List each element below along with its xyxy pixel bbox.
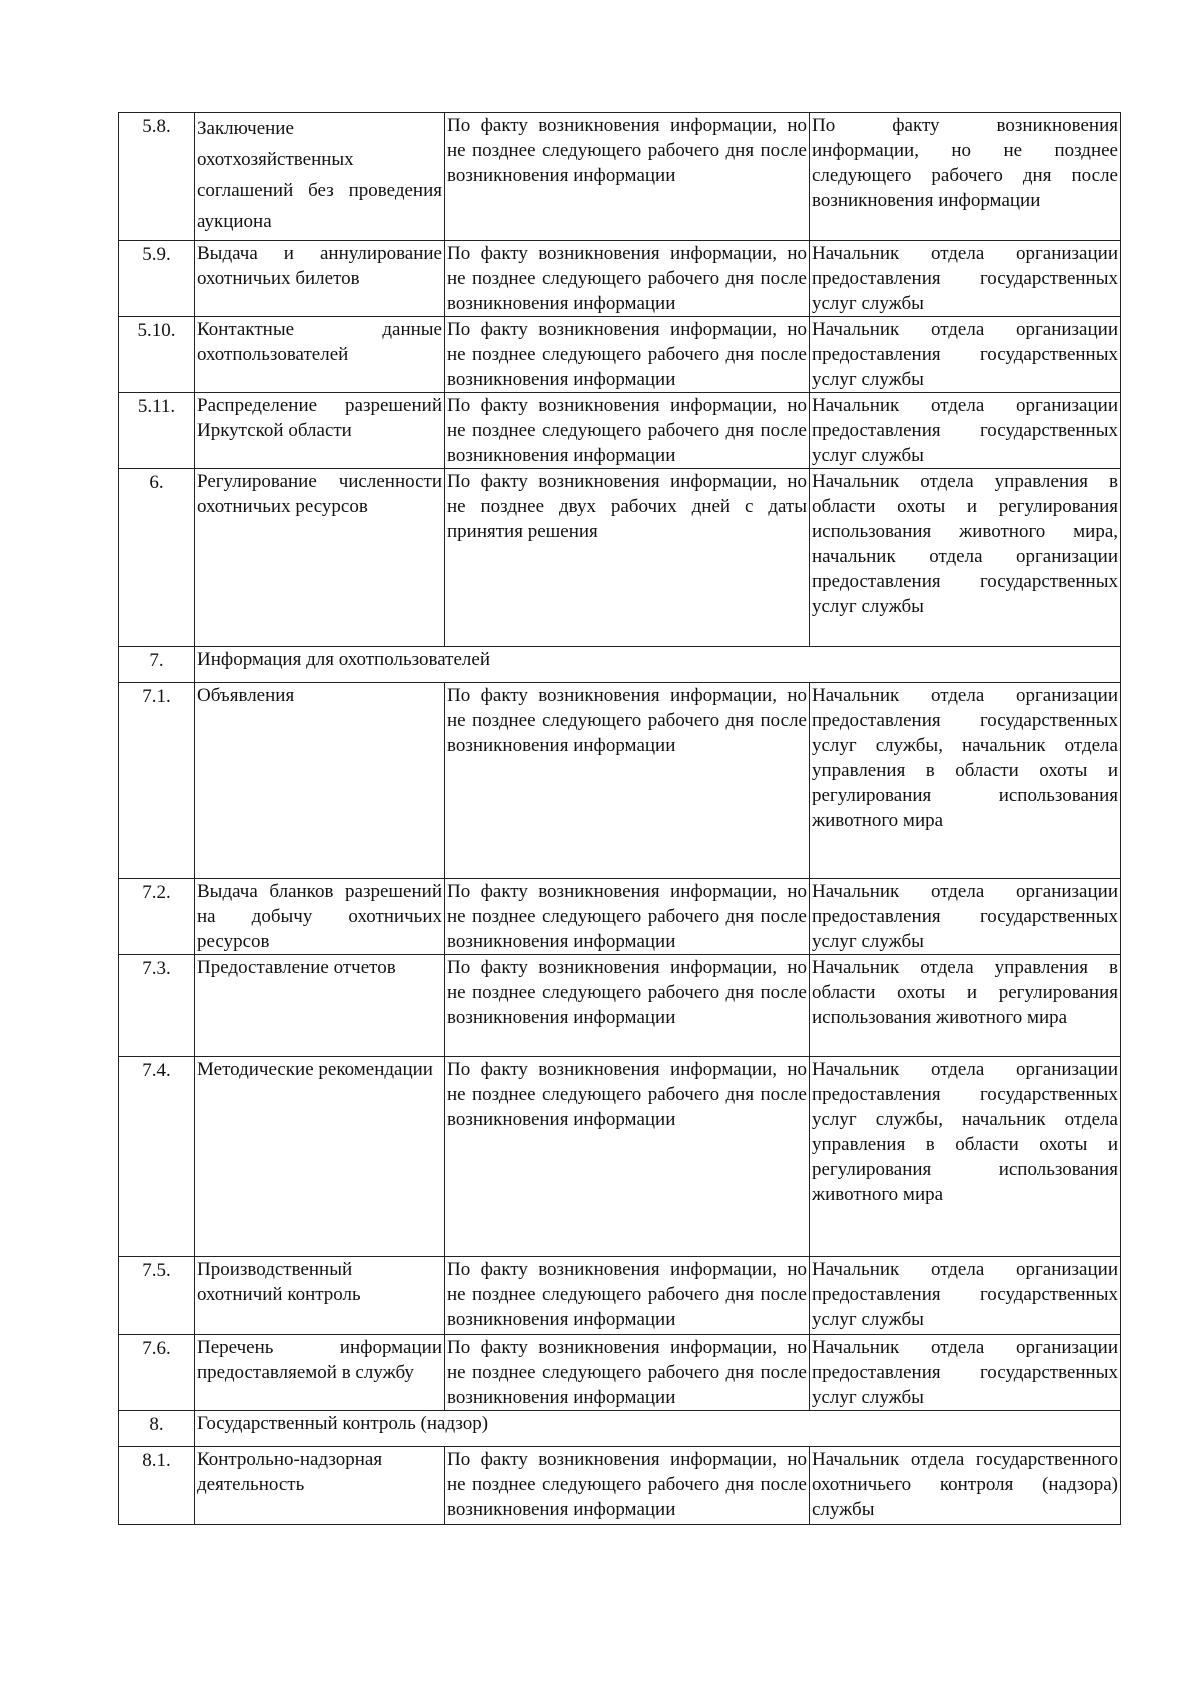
row-responsible: Начальник отдела управления в области охоты и регулирования использования животного мира, начальник отдела организации предоставления государственных услуг службы — [810, 469, 1121, 647]
row-name: Предоставление отчетов — [195, 955, 445, 1057]
row-responsible: Начальник отдела государственного охотничьего контроля (надзора) службы — [810, 1447, 1121, 1525]
section-title: Государственный контроль (надзор) — [195, 1411, 1121, 1447]
row-deadline: По факту возникновения информации, но не позднее следующего рабочего дня после возникновения информации — [445, 1447, 810, 1525]
section-row — [119, 647, 1121, 683]
row-deadline: По факту возникновения информации, но не позднее следующего рабочего дня после возникновения информации — [445, 1057, 810, 1257]
row-number: 8.1. — [119, 1447, 195, 1525]
row-responsible: Начальник отдела организации предоставления государственных услуг службы, начальник отдела управления в области охоты и регулирования использования животного мира — [810, 1057, 1121, 1257]
row-responsible: Начальник отдела организации предоставления государственных услуг службы — [810, 317, 1121, 393]
row-deadline: По факту возникновения информации, но не позднее следующего рабочего дня после возникновения информации — [445, 113, 810, 241]
row-responsible: Начальник отдела организации предоставления государственных услуг службы — [810, 879, 1121, 955]
row-name: Выдача и аннулирование охотничьих билетов — [195, 241, 445, 317]
row-deadline: По факту возникновения информации, но не позднее следующего рабочего дня после возникновения информации — [445, 1335, 810, 1411]
row-responsible: Начальник отдела организации предоставления государственных услуг службы — [810, 241, 1121, 317]
row-deadline: По факту возникновения информации, но не позднее следующего рабочего дня после возникновения информации — [445, 393, 810, 469]
table-row — [119, 317, 1121, 393]
section-number: 7. — [119, 647, 195, 683]
table-row — [119, 1447, 1121, 1525]
row-responsible: Начальник отдела управления в области охоты и регулирования использования животного мира — [810, 955, 1121, 1057]
row-number: 7.3. — [119, 955, 195, 1057]
row-deadline: По факту возникновения информации, но не позднее следующего рабочего дня после возникновения информации — [445, 1257, 810, 1335]
section-title: Информация для охотпользователей — [195, 647, 1121, 683]
row-responsible: Начальник отдела организации предоставления государственных услуг службы — [810, 393, 1121, 469]
row-deadline: По факту возникновения информации, но не позднее следующего рабочего дня после возникновения информации — [445, 683, 810, 879]
table-row — [119, 1057, 1121, 1257]
row-responsible: Начальник отдела организации предоставления государственных услуг службы — [810, 1257, 1121, 1335]
row-deadline: По факту возникновения информации, но не позднее двух рабочих дней с даты принятия решения — [445, 469, 810, 647]
row-number: 7.5. — [119, 1257, 195, 1335]
table-row — [119, 113, 1121, 241]
table-row — [119, 1257, 1121, 1335]
document-page — [118, 112, 1120, 1525]
row-number: 6. — [119, 469, 195, 647]
section-number: 8. — [119, 1411, 195, 1447]
row-name: Перечень информации предоставляемой в службу — [195, 1335, 445, 1411]
info-schedule-table — [118, 112, 1121, 1525]
row-number: 5.11. — [119, 393, 195, 469]
row-number: 7.2. — [119, 879, 195, 955]
table-row — [119, 469, 1121, 647]
row-name: Методические рекомендации — [195, 1057, 445, 1257]
row-deadline: По факту возникновения информации, но не позднее следующего рабочего дня после возникновения информации — [445, 317, 810, 393]
row-name: Контрольно-надзорная деятельность — [195, 1447, 445, 1525]
table-row — [119, 879, 1121, 955]
row-name: Регулирование численности охотничьих ресурсов — [195, 469, 445, 647]
table-row — [119, 955, 1121, 1057]
row-name: Объявления — [195, 683, 445, 879]
row-number: 5.8. — [119, 113, 195, 241]
table-row — [119, 1335, 1121, 1411]
row-name: Распределение разрешений Иркутской области — [195, 393, 445, 469]
row-responsible: Начальник отдела организации предоставления государственных услуг службы, начальник отдела управления в области охоты и регулирования использования животного мира — [810, 683, 1121, 879]
row-responsible: По факту возникновения информации, но не позднее следующего рабочего дня после возникновения информации — [810, 113, 1121, 241]
row-name: Контактные данные охотпользователей — [195, 317, 445, 393]
table-row — [119, 393, 1121, 469]
row-number: 7.4. — [119, 1057, 195, 1257]
row-deadline: По факту возникновения информации, но не позднее следующего рабочего дня после возникновения информации — [445, 241, 810, 317]
row-name: Заключение охотхозяйственных соглашений без проведения аукциона — [195, 113, 445, 241]
row-deadline: По факту возникновения информации, но не позднее следующего рабочего дня после возникновения информации — [445, 955, 810, 1057]
row-number: 5.9. — [119, 241, 195, 317]
row-number: 7.6. — [119, 1335, 195, 1411]
row-name: Производственный охотничий контроль — [195, 1257, 445, 1335]
table-row — [119, 241, 1121, 317]
section-row — [119, 1411, 1121, 1447]
row-name: Выдача бланков разрешений на добычу охотничьих ресурсов — [195, 879, 445, 955]
row-deadline: По факту возникновения информации, но не позднее следующего рабочего дня после возникновения информации — [445, 879, 810, 955]
row-number: 7.1. — [119, 683, 195, 879]
row-responsible: Начальник отдела организации предоставления государственных услуг службы — [810, 1335, 1121, 1411]
table-row — [119, 683, 1121, 879]
row-number: 5.10. — [119, 317, 195, 393]
